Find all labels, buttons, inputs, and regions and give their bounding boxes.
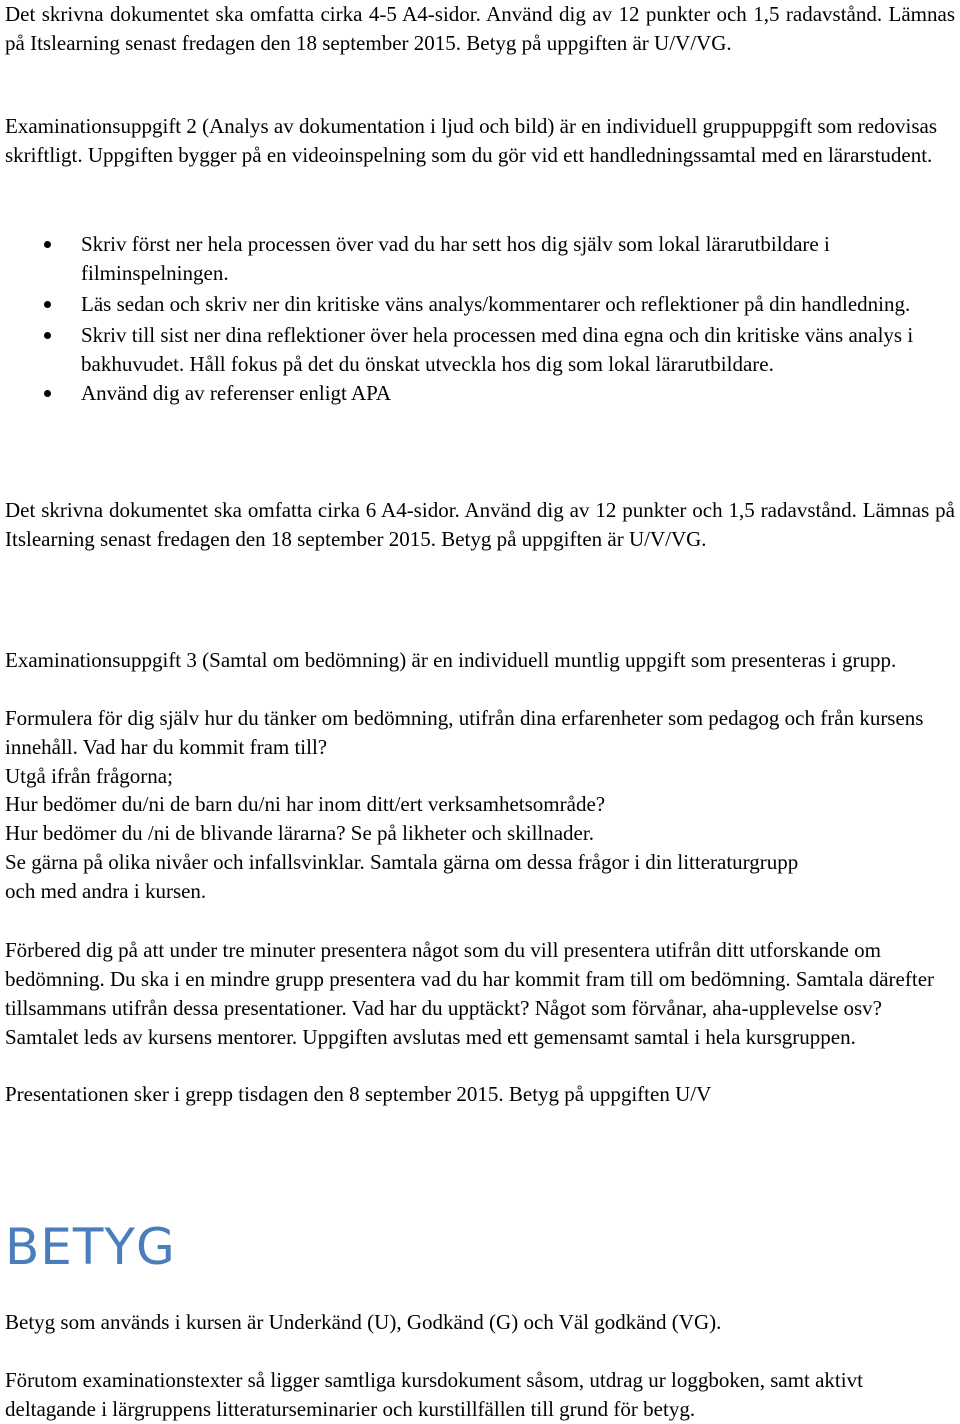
bullet-icon [44,332,51,339]
assignment1-requirements: Det skrivna dokumentet ska omfatta cirka 4-5 A4-sidor. Använd dig av 12 punkter och 1,5 radavstånd. Lämnas på Itslearning senast fredagen den 18 september 2015. Betyg på uppgiften är U/V/VG. [5,2,955,55]
list-item: Använd dig av referenser enligt APA [5,379,950,408]
exam3-question-2: Hur bedömer du /ni de blivande lärarna? Se på likheter och skillnader. [5,821,594,845]
exam3-perspectives: Se gärna på olika nivåer och infallsvinklar. Samtala gärna om dessa frågor i din litteraturgrupp och med andra i kursen. [5,850,799,903]
list-item: Skriv till sist ner dina reflektioner över hela processen med dina egna och din kritiske väns analys i bakhuvudet. Håll fokus på det du önskat utveckla hos dig som lokal lärarutbildare. [5,321,950,379]
section-heading-betyg: BETYG [5,1218,176,1276]
grading-scale: Betyg som används i kursen är Underkänd (U), Godkänd (G) och Väl godkänd (VG). [5,1310,722,1334]
bullet-icon [44,301,51,308]
exam3-instruction: Formulera för dig själv hur du tänker om bedömning, utifrån dina erfarenheter som pedagog och från kursens innehåll. Vad har du kommit fram till? [5,706,924,759]
exam2-intro: Examinationsuppgift 2 (Analys av dokumentation i ljud och bild) är en individuell gruppuppgift som redovisas skriftligt. Uppgiften bygger på en videoinspelning som du gör vid ett handledningssamtal med en lärarstudent. [5,114,938,167]
exam3-preparation: Förbered dig på att under tre minuter presentera något som du vill presentera utifrån ditt utforskande om bedömning. Du ska i en mindre grupp presentera vad du har kommit fram till om bedömning. Samtala därefter tillsammans utifrån dessa presentationer. Vad har du upptäckt? Något som förvånar, aha-upplevelse osv? Samtalet leds av kursens mentorer. Uppgiften avslutas med ett gemensamt samtal i hela kursgruppen. [5,938,935,1049]
exam2-requirements: Det skrivna dokumentet ska omfatta cirka 6 A4-sidor. Använd dig av 12 punkter och 1,5 radavstånd. Lämnas på Itslearning senast fredagen den 18 september 2015. Betyg på uppgiften är U/V/VG. [5,498,955,551]
exam3-presentation-date: Presentationen sker i grepp tisdagen den 8 september 2015. Betyg på uppgiften U/V [5,1082,712,1106]
grading-basis: Förutom examinationstexter så ligger samtliga kursdokument såsom, utdrag ur loggboken, samt aktivt deltagande i lärgruppens litteraturseminarier och kurstillfällen till grund för betyg. [5,1368,863,1421]
bullet-icon [44,241,51,248]
exam3-question-1: Hur bedömer du/ni de barn du/ni har inom ditt/ert verksamhetsområde? [5,792,606,816]
exam2-bullet-list [5,230,950,408]
exam3-questions-intro: Utgå ifrån frågorna; [5,764,173,788]
list-item: Skriv först ner hela processen över vad du har sett hos dig själv som lokal lärarutbildare i filminspelningen. [5,230,950,288]
exam3-intro: Examinationsuppgift 3 (Samtal om bedömning) är en individuell muntlig uppgift som presenteras i grupp. [5,648,897,672]
bullet-icon [44,390,51,397]
list-item: Läs sedan och skriv ner din kritiske väns analys/kommentarer och reflektioner på din handledning. [5,290,950,319]
